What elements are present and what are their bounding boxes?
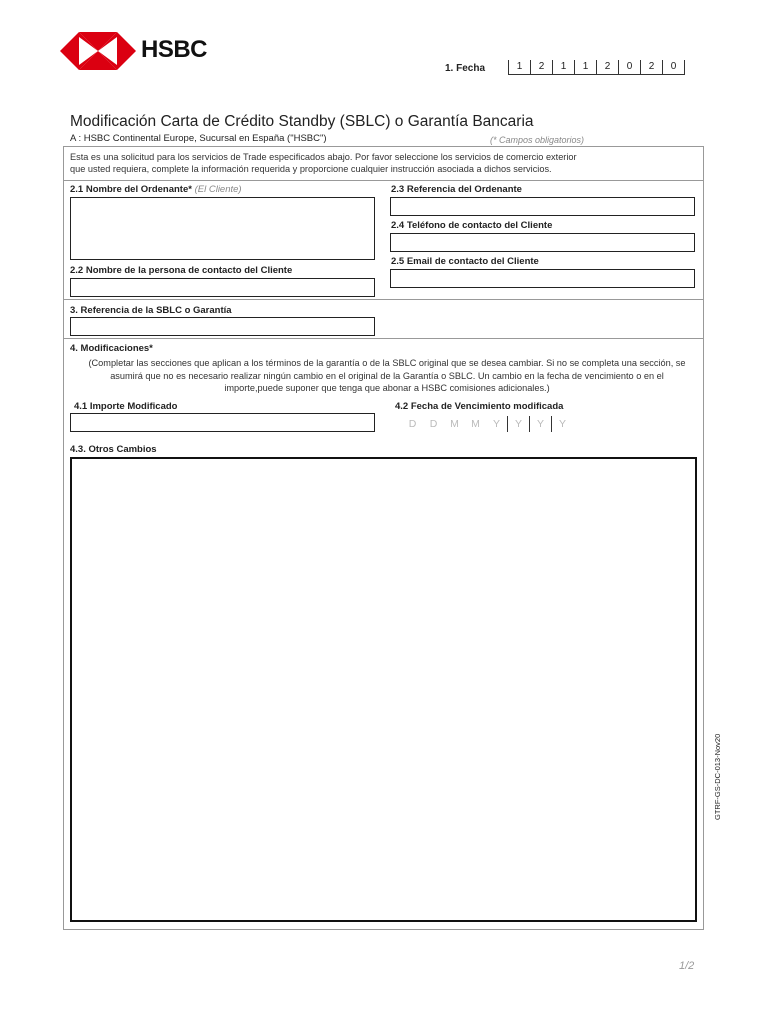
required-fields-note: (* Campos obligatorios) <box>490 135 585 145</box>
modificaciones-note: (Completar las secciones que aplican a los términos de la garantía o de la SBLC original que se desea cambiar. Si no se completa una sección, se asumirá que no es necesario realizar ningún cambio en el original de la Garantía o SBLC. Un cambio en la fecha de vencimiento o en el importe,puede suponer que tenga que abonar a HSBC comisiones adicionales.) <box>88 358 686 393</box>
addressee: A : HSBC Continental Europe, Sucursal en España ("HSBC") <box>70 133 327 144</box>
email-label: 2.5 Email de contacto del Cliente <box>391 256 539 267</box>
date-placeholder-y: Y <box>529 416 551 432</box>
otros-cambios-label: 4.3. Otros Cambios <box>70 444 157 455</box>
fecha-digit[interactable]: 1 <box>575 60 597 74</box>
form-title: Modificación Carta de Crédito Standby (SBLC) o Garantía Bancaria <box>70 113 534 130</box>
referencia-ordenante-input[interactable] <box>390 197 695 216</box>
fecha-digit[interactable]: 2 <box>531 60 553 74</box>
contacto-label: 2.2 Nombre de la persona de contacto del Cliente <box>70 265 293 276</box>
fecha-digit[interactable]: 1 <box>553 60 575 74</box>
fecha-digit[interactable]: 0 <box>619 60 641 74</box>
form-code: GTRF-GS-DC-013-Nov20 <box>713 733 722 820</box>
vencimiento-date-input[interactable] <box>402 416 573 432</box>
date-placeholder-d: D <box>408 418 417 430</box>
fecha-digit[interactable]: 2 <box>597 60 619 74</box>
page-number: 1/2 <box>679 960 695 972</box>
ordenante-label-text: 2.1 Nombre del Ordenante* <box>70 184 192 195</box>
hsbc-hexagon-icon <box>60 32 136 70</box>
date-placeholder-m: M <box>471 418 480 430</box>
intro-line-1: Esta es una solicitud para los servicios de Trade especificados abajo. Por favor seleccione los servicios de comercio exterior <box>70 152 577 162</box>
contacto-input[interactable] <box>70 278 375 297</box>
hsbc-logo <box>60 32 210 70</box>
referencia-sblc-label: 3. Referencia de la SBLC o Garantía <box>70 305 232 316</box>
modificaciones-label: 4. Modificaciones* <box>70 343 153 354</box>
fecha-digits[interactable] <box>508 60 685 75</box>
date-placeholder-m: M <box>450 418 459 430</box>
ordenante-hint: (El Cliente) <box>194 184 242 195</box>
vencimiento-label: 4.2 Fecha de Vencimiento modificada <box>395 401 564 412</box>
divider <box>63 338 704 339</box>
date-placeholder-y: Y <box>492 418 500 430</box>
telefono-label: 2.4 Teléfono de contacto del Cliente <box>391 220 553 231</box>
date-placeholder-d: D <box>429 418 438 430</box>
ordenante-input[interactable] <box>70 197 375 260</box>
otros-cambios-textarea[interactable] <box>70 457 697 922</box>
fecha-digit[interactable]: 1 <box>508 60 531 74</box>
logo-text: HSBC <box>141 36 208 63</box>
importe-input[interactable] <box>70 413 375 432</box>
divider <box>63 299 704 300</box>
importe-label: 4.1 Importe Modificado <box>74 401 178 412</box>
telefono-input[interactable] <box>390 233 695 252</box>
date-placeholder-y: Y <box>551 416 573 432</box>
divider <box>63 180 704 181</box>
intro-text <box>70 151 690 175</box>
referencia-sblc-input[interactable] <box>70 317 375 336</box>
intro-line-2: que usted requiera, complete la información requerida y proporcione cualquier instrucción asociada a dichos servicios. <box>70 164 552 174</box>
email-input[interactable] <box>390 269 695 288</box>
fecha-digit[interactable]: 0 <box>663 60 685 74</box>
fecha-label: 1. Fecha <box>445 63 486 74</box>
ordenante-label <box>70 184 242 195</box>
fecha-digit[interactable]: 2 <box>641 60 663 74</box>
date-placeholder-y: Y <box>507 416 529 432</box>
referencia-ordenante-label: 2.3 Referencia del Ordenante <box>391 184 522 195</box>
